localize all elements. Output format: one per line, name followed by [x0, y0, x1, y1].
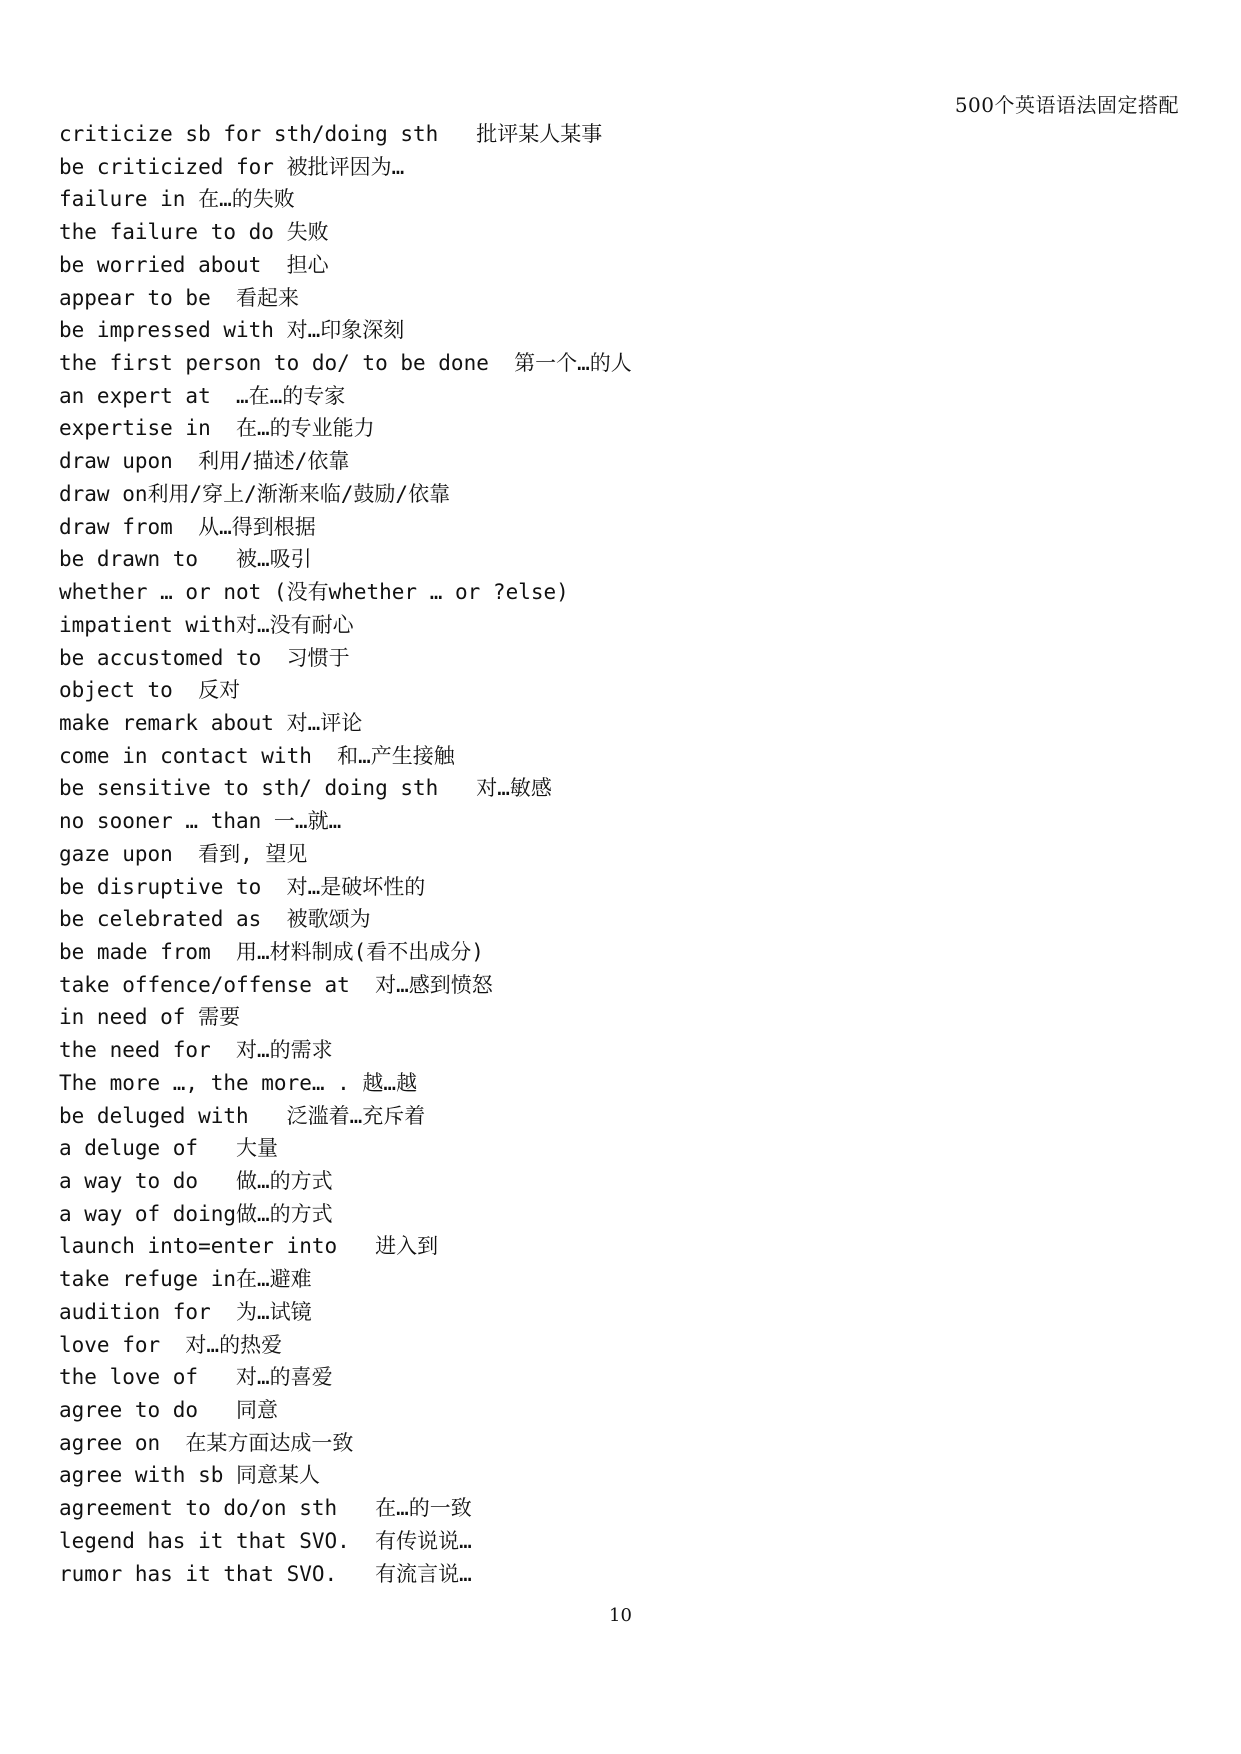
phrase-entry: be sensitive to sth/ doing sth 对…敏感 [59, 776, 552, 801]
phrase-entry: object to 反对 [59, 678, 241, 703]
phrase-entry: draw from 从…得到根据 [59, 514, 316, 539]
phrase-entry: the love of 对…的喜爱 [59, 1365, 333, 1390]
phrase-entry: criticize sb for sth/doing sth 批评某人某事 [59, 122, 603, 146]
phrase-entry: the need for 对…的需求 [59, 1038, 333, 1063]
phrase-entry: draw on利用/穿上/渐渐来临/鼓励/依靠 [59, 481, 451, 506]
phrase-entry: The more …, the more… . 越…越 [59, 1070, 418, 1095]
phrase-entry: take refuge in在…避难 [59, 1267, 312, 1292]
phrase-entry: be accustomed to 习惯于 [59, 645, 350, 670]
phrase-entry: an expert at …在…的专家 [59, 383, 346, 408]
phrase-entry: be deluged with 泛滥着…充斥着 [59, 1103, 426, 1128]
phrase-entry: whether … or not (没有whether … or ?else) [59, 580, 569, 605]
phrase-entry: come in contact with 和…产生接触 [59, 743, 455, 768]
phrase-entry: be made from 用…材料制成(看不出成分) [59, 939, 484, 964]
phrase-entry: take offence/offense at 对…感到愤怒 [59, 972, 493, 997]
phrase-entry: love for 对…的热爱 [59, 1332, 283, 1357]
phrase-entry: failure in 在…的失败 [59, 187, 295, 212]
phrase-entry: draw upon 利用/描述/依靠 [59, 449, 350, 474]
phrase-entry: be criticized for 被批评因为… [59, 154, 405, 179]
phrase-entry: launch into=enter into 进入到 [59, 1234, 439, 1259]
phrase-entry: agreement to do/on sth 在…的一致 [59, 1496, 472, 1521]
phrase-entry: agree with sb 同意某人 [59, 1463, 321, 1488]
phrase-entry: audition for 为…试镜 [59, 1299, 312, 1324]
phrase-entry: be celebrated as 被歌颂为 [59, 907, 371, 932]
phrase-entry: legend has it that SVO. 有传说说… [59, 1528, 472, 1553]
phrase-entry: agree on 在某方面达成一致 [59, 1430, 354, 1455]
phrase-entry: the failure to do 失败 [59, 220, 329, 245]
phrase-entry: a way of doing做…的方式 [59, 1201, 333, 1226]
phrase-entry: appear to be 看起来 [59, 285, 300, 310]
phrase-entry: make remark about 对…评论 [59, 710, 363, 735]
phrase-entry: a way to do 做…的方式 [59, 1169, 333, 1193]
phrase-entry: be disruptive to 对…是破坏性的 [59, 874, 426, 899]
phrase-entry: rumor has it that SVO. 有流言说… [59, 1561, 472, 1586]
phrase-entry: gaze upon 看到, 望见 [59, 841, 308, 866]
phrase-list [59, 118, 1179, 1590]
phrase-entry: be drawn to 被…吸引 [59, 547, 312, 572]
phrase-entry: the first person to do/ to be done 第一个…的人 [59, 351, 632, 376]
phrase-entry: a deluge of 大量 [59, 1136, 279, 1161]
page-header-title: 500个英语语法固定搭配 [954, 93, 1179, 117]
phrase-entry: be worried about 担心 [59, 252, 329, 277]
phrase-entry: in need of 需要 [59, 1005, 241, 1030]
page-number: 10 [609, 1605, 632, 1626]
phrase-entry: expertise in 在…的专业能力 [59, 416, 375, 441]
phrase-entry: be impressed with 对…印象深刻 [59, 318, 405, 343]
phrase-entry: impatient with对…没有耐心 [59, 612, 354, 637]
phrase-entry: agree to do 同意 [59, 1398, 279, 1423]
phrase-entry: no sooner … than 一…就… [59, 809, 342, 834]
